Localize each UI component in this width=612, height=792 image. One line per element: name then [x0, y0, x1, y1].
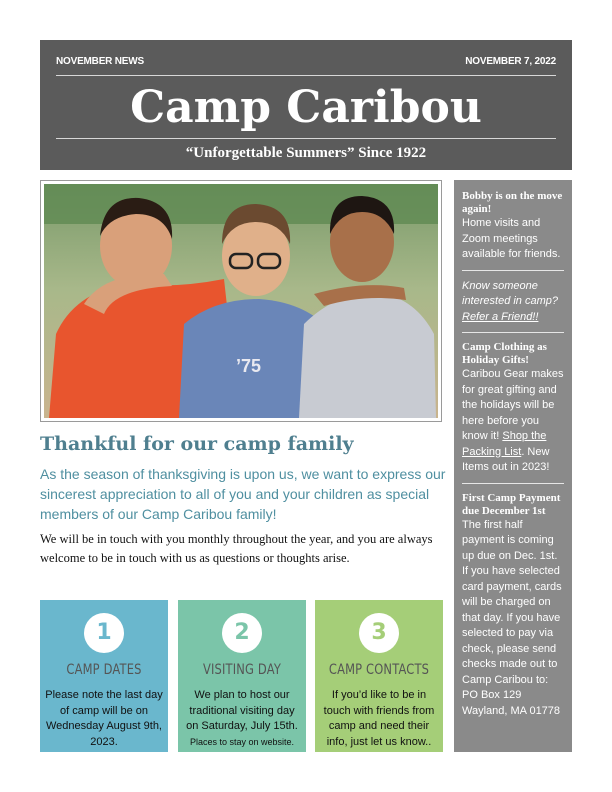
feature-box-visiting-day [178, 600, 306, 752]
campers-photo-image [44, 184, 438, 418]
feature-title: CAMP DATES [66, 662, 142, 678]
feature-title: VISITING DAY [202, 662, 282, 678]
newsletter-title: Camp Caribou [130, 82, 482, 133]
feature-text [182, 688, 302, 750]
feature-text-body: Please note the last day of camp will be on Wednesday August 9th, 2023. [45, 689, 163, 748]
header-divider-top [56, 75, 556, 76]
header-top-row [56, 56, 556, 67]
sidebar-divider [462, 483, 564, 484]
article-intro: As the season of thanksgiving is upon us, we want to express our sincerest appreciation to all of you and your children as special members of our Camp Caribou family! [40, 466, 446, 522]
sidebar-heading-visits: Bobby is on the move again! [462, 190, 563, 215]
sidebar-text-visits: Home visits and Zoom meetings available for friends. [462, 217, 561, 260]
sidebar-text-payment: The first half payment is coming up due on Dec. 1st. If you have selected card payment, cards will be charged on that day. If you have selected to pay via check, please send checks made out to Camp Caribou to: PO Box 129 Wayland, MA 01778 [462, 518, 562, 717]
feature-number-badge: 2 [222, 613, 262, 653]
shirt-text-number: ’75 [236, 356, 262, 376]
referral-prompt: Know someone interested in camp? [462, 279, 558, 307]
sidebar-divider [462, 270, 564, 271]
feature-title: CAMP CONTACTS [328, 662, 430, 678]
sidebar-heading-clothing: Camp Clothing as Holiday Gifts! [462, 341, 547, 366]
sidebar-text-clothing [462, 367, 564, 476]
packing-list-link[interactable]: Shop the Packing List [462, 430, 547, 458]
feature-number-badge: 1 [84, 613, 124, 653]
sidebar-heading-payment: First Camp Payment due December 1st [462, 491, 561, 517]
newsletter-header [40, 40, 572, 170]
newsletter-tagline: “Unforgettable Summers” Since 1922 [185, 145, 427, 161]
issue-date: NOVEMBER 7, 2022 [465, 56, 556, 67]
clothing-text: Caribou Gear makes for great gifting and the holidays will be here before you know it! [462, 368, 564, 442]
header-divider-bottom [56, 138, 556, 139]
article-body: We will be in touch with you monthly throughout the year, and you are always welcome to be in touch with us as questions or thoughts arise. [40, 532, 433, 565]
refer-friend-link[interactable]: Refer a Friend!! [462, 310, 539, 323]
clothing-tail: . New Items out in 2023! [462, 445, 550, 473]
feature-text-body: If you’d like to be in touch with friends from camp and need their info, just let us know.. [323, 689, 435, 748]
news-label: NOVEMBER NEWS [56, 56, 144, 67]
sidebar [454, 180, 572, 752]
feature-box-camp-dates [40, 600, 168, 752]
sidebar-text-referral [462, 279, 564, 326]
feature-box-camp-contacts [315, 600, 443, 752]
grey-shirt [299, 292, 436, 418]
sidebar-divider [462, 332, 564, 333]
feature-number-badge: 3 [359, 613, 399, 653]
campers-photo [40, 180, 442, 422]
feature-note: Places to stay on website. [189, 736, 295, 747]
article-headline: Thankful for our camp family [40, 433, 354, 455]
feature-text [319, 688, 439, 750]
feature-text [44, 688, 164, 750]
feature-text-body: We plan to host our traditional visiting day on Saturday, July 15th. [186, 689, 298, 732]
